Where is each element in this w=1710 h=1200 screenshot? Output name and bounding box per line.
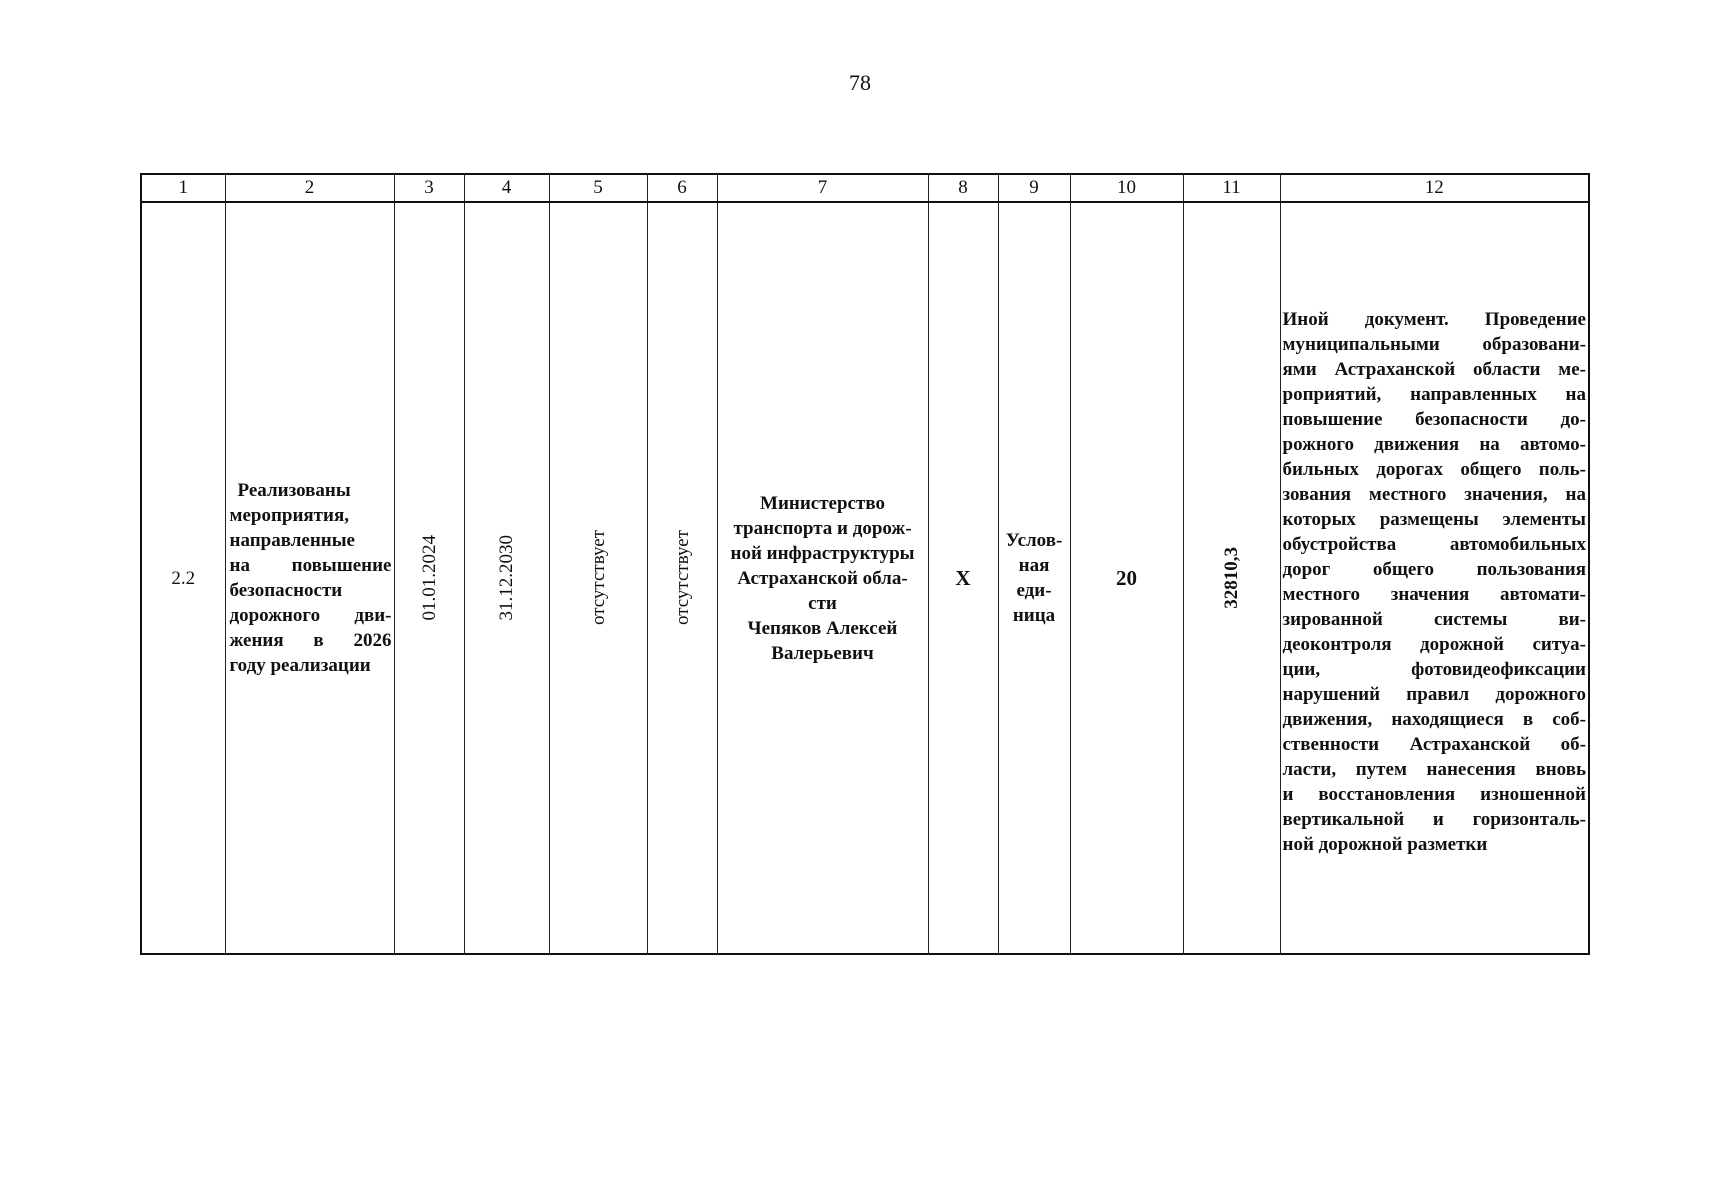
cell-value: 20	[1070, 202, 1183, 954]
text-line: ница	[1012, 605, 1056, 626]
text-line: муниципальными образовани-	[1282, 334, 1586, 355]
cell-result-description	[225, 202, 394, 954]
page-number: 78	[849, 70, 871, 95]
start-date-text: 01.01.2024	[418, 535, 440, 621]
text-line: году реализации	[229, 655, 371, 676]
absent-text: отсутствует	[587, 530, 609, 626]
cell-column-6	[647, 202, 717, 954]
header-cell: 2	[225, 174, 394, 202]
header-cell: 6	[647, 174, 717, 202]
header-cell: 4	[464, 174, 549, 202]
text-line: Реализованы	[237, 480, 351, 501]
cell-column-8: Х	[928, 202, 998, 954]
cell-document-description	[1280, 202, 1589, 954]
cell-start-date	[394, 202, 464, 954]
text-line: транспорта и дорож-	[733, 517, 912, 539]
amount-text: 32810,3	[1221, 547, 1242, 609]
end-date-text: 31.12.2030	[496, 535, 517, 621]
text-line: безопасности	[229, 580, 343, 601]
header-cell: 11	[1183, 174, 1280, 202]
text-line: ласти, путем нанесения вновь	[1282, 759, 1586, 780]
text-line: дорожного дви-	[229, 605, 392, 626]
text-line: еди-	[1016, 580, 1052, 601]
table-header-row	[141, 174, 1589, 202]
text-line: ной инфраструктуры	[730, 542, 915, 564]
cell-column-5	[549, 202, 647, 954]
text-line: роприятий, направленных на	[1282, 384, 1586, 405]
text-line: бильных дорогах общего поль-	[1282, 459, 1586, 480]
text-line: вертикальной и горизонталь-	[1282, 809, 1586, 830]
header-cell: 5	[549, 174, 647, 202]
text-line: зования местного значения, на	[1282, 484, 1586, 505]
text-line: Чепяков Алексей	[747, 617, 898, 639]
cell-responsible	[717, 202, 928, 954]
text-line: повышение безопасности до-	[1282, 409, 1586, 430]
text-line: нарушений правил дорожного	[1282, 684, 1586, 705]
text-line: Астраханской обла-	[737, 567, 908, 589]
text-line: которых размещены элементы	[1282, 509, 1586, 530]
header-cell: 3	[394, 174, 464, 202]
text-line: деоконтроля дорожной ситуа-	[1282, 634, 1586, 655]
cell-amount	[1183, 202, 1280, 954]
header-cell: 12	[1280, 174, 1589, 202]
text-line: направленные	[229, 530, 355, 551]
text-line: мероприятия,	[229, 505, 349, 526]
text-line: и восстановления изношенной	[1282, 784, 1586, 805]
text-line: ственности Астраханской об-	[1282, 734, 1586, 755]
cell-unit	[998, 202, 1070, 954]
text-line: Министерство	[760, 492, 885, 514]
text-line: ции, фотовидеофиксации	[1282, 659, 1586, 680]
header-cell: 9	[998, 174, 1070, 202]
text-line: Услов-	[1005, 530, 1063, 551]
cell-item-number: 2.2	[141, 202, 225, 954]
text-line: сти	[808, 592, 837, 614]
header-cell: 8	[928, 174, 998, 202]
text-line: рожного движения на автомо-	[1282, 434, 1586, 455]
text-line: на повышение	[229, 555, 392, 576]
text-line: Валерьевич	[771, 642, 874, 664]
text-line: Иной документ. Проведение	[1282, 309, 1586, 330]
text-line: ной дорожной разметки	[1282, 834, 1488, 855]
table-row	[141, 202, 1589, 954]
header-cell: 7	[717, 174, 928, 202]
text-line: местного значения автомати-	[1282, 584, 1586, 605]
text-line: жения в 2026	[229, 630, 392, 651]
header-cell: 1	[141, 174, 225, 202]
text-line: зированной системы ви-	[1282, 609, 1586, 630]
header-cell: 10	[1070, 174, 1183, 202]
text-line: обустройства автомобильных	[1282, 534, 1586, 555]
absent-text: отсутствует	[671, 530, 693, 626]
text-line: движения, находящиеся в соб-	[1282, 709, 1586, 730]
document-table	[140, 173, 1590, 955]
text-line: ями Астраханской области ме-	[1282, 359, 1586, 380]
cell-end-date	[464, 202, 549, 954]
text-line: ная	[1018, 555, 1050, 576]
text-line: дорог общего пользования	[1282, 559, 1586, 580]
